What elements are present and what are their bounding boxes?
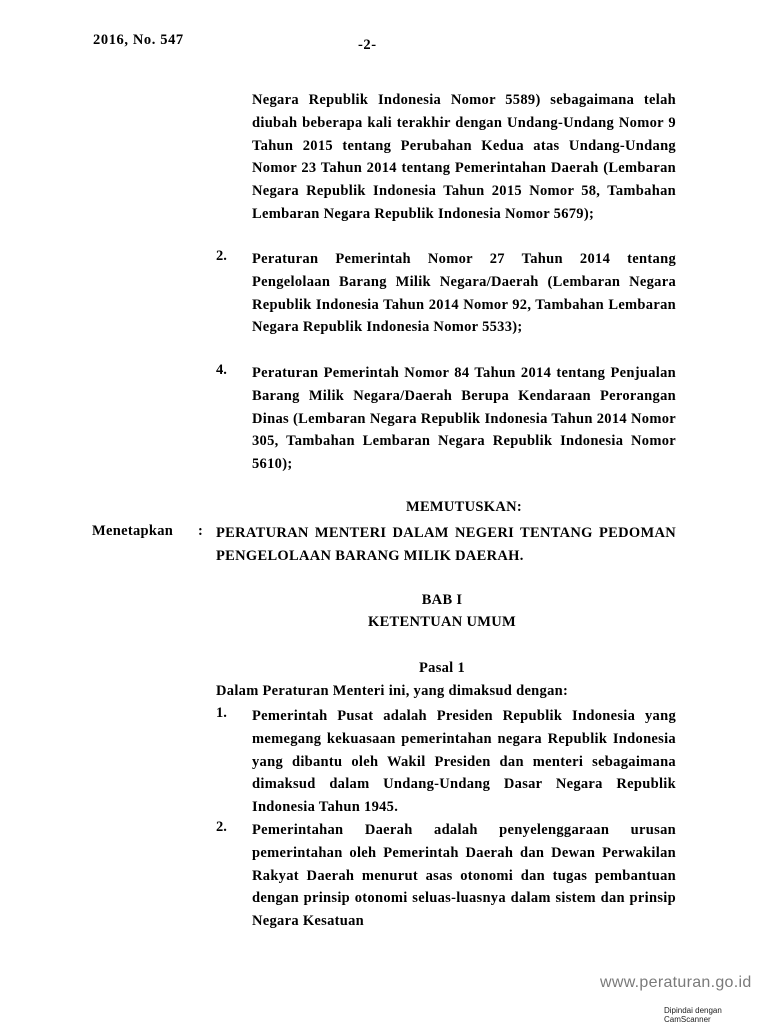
definition-text: Pemerintahan Daerah adalah penyelenggaraan urusan pemerintahan oleh Pemerintah Daerah dan Dewan Perwakilan Rakyat Daerah menurut asas otonomi dan tugas pembantuan dengan prinsip otonomi seluas-luasnya dalam sistem dan prinsip Negara Kesatuan [252,822,676,930]
scanner-note: Dipindai dengan CamScanner [664,1006,722,1024]
decision-label: Menetapkan [92,523,174,539]
document-reference: 2016, No. 547 [93,32,184,48]
consideration-text: Peraturan Pemerintah Nomor 84 Tahun 2014 tentang Penjualan Barang Milik Negara/Daerah Berupa Kendaraan Perorangan Dinas (Lembaran Negara Republik Indonesia Tahun 2014 Nomor 305, Tambahan Lembaran Negara Republik Indonesia Nomor 5610); [252,365,676,473]
consideration-text: Peraturan Pemerintah Nomor 27 Tahun 2014 tentang Pengelolaan Barang Milik Negara/Daerah (Lembaran Negara Republik Indonesia Tahun 2014 Nomor 92, Tambahan Lembaran Negara Republik Indonesia Nomor 5533); [252,251,676,336]
consideration-number: 4. [216,362,227,378]
definition-number: 1. [216,705,227,721]
definition-text: Pemerintah Pusat adalah Presiden Republik Indonesia yang memegang kekuasaan pemerintahan negara Republik Indonesia yang dibantu oleh Wakil Presiden dan menteri sebagaimana dimaksud dalam Undang-Undang Dasar Negara Republik Indonesia Tahun 1945. [252,708,676,816]
continuation-paragraph: Negara Republik Indonesia Nomor 5589) sebagaimana telah diubah beberapa kali terakhir dengan Undang-Undang Nomor 9 Tahun 2015 tentang Perubahan Kedua atas Undang-Undang Nomor 23 Tahun 2014 tentang Pemerintahan Daerah (Lembaran Negara Republik Indonesia Tahun 2015 Nomor 58, Tambahan Lembaran Negara Republik Indonesia Nomor 5679); [252,92,676,222]
consideration-number: 2. [216,248,227,264]
decision-colon: : [198,523,204,539]
chapter-number: BAB I [421,592,463,608]
article-title: Pasal 1 [418,660,465,676]
decision-text: PERATURAN MENTERI DALAM NEGERI TENTANG PEDOMAN PENGELOLAAN BARANG MILIK DAERAH. [216,525,676,564]
definition-number: 2. [216,819,227,835]
website-watermark: www.peraturan.go.id [600,974,752,991]
article-intro: Dalam Peraturan Menteri ini, yang dimaksud dengan: [216,683,569,699]
page-number: -2- [358,37,377,53]
decision-heading: MEMUTUSKAN: [405,499,523,515]
chapter-title: KETENTUAN UMUM [368,614,516,630]
